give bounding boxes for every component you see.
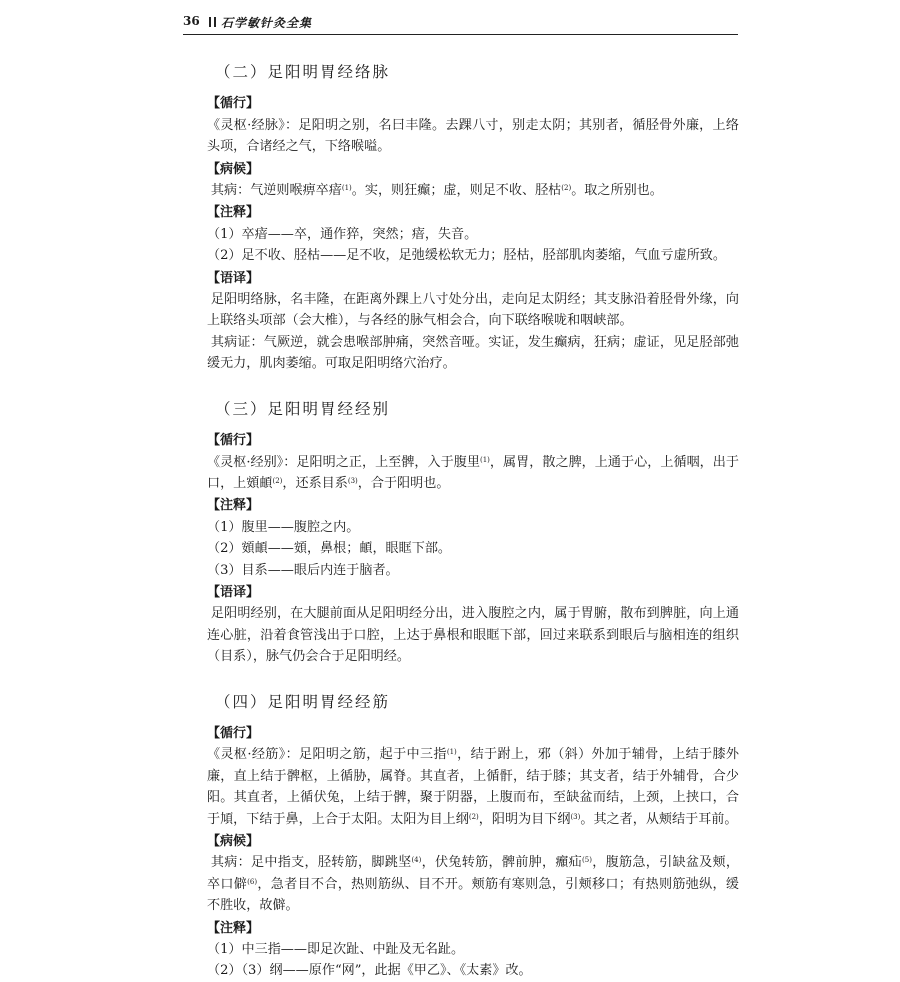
- block-label: 【语译】: [207, 584, 260, 600]
- section-title: （三）足阳明胃经经别: [215, 399, 391, 418]
- footnote-marker: (2): [272, 476, 283, 485]
- page-number: 36: [183, 14, 200, 28]
- paragraph: 《灵枢·经别》：足阳明之正，上至髀，入于腹里$^{(1)}$，属胃，散之脾，上通于心，上循咽，出于口，上頞頔$^{(2)}$，还系目系$^{(3)}$，合于阳明也。: [207, 454, 739, 491]
- paragraph: 其病：足中指支，胫转筋，脚跳坚$^{(4)}$，伏兔转筋，髀前肿，㿗疝$^{(5)}$，腹筋急，引缺盆及颊，卒口僻$^{(6)}$，急者目不合，热则筋纵、目不开。颊筋有寒则急，引颊移口；有热则筋弛纵，缓不胜收，故僻。: [207, 855, 740, 914]
- paragraph: （1）腹里——腹腔之内。: [207, 519, 360, 535]
- header-bars-ornament: [209, 17, 216, 27]
- footnote-marker: (1): [479, 455, 490, 464]
- running-header: [183, 12, 738, 35]
- paragraph: 《灵枢·经筋》：足阳明之筋，起于中三指$^{(1)}$，结于跗上，邪（斜）外加于辅骨，上结于膝外廉，直上结于髀枢，上循胁，属脊。其直者，上循骭，结于膝；其支者，结于外辅骨，合少阳。其直者，上循伏兔，上结于髀，聚于阴器，上腹而布，至缺盆而结，上颈，上挟口，合于頄，下结于鼻，上合于太阳。太阳为目上纲$^{(2)}$，阳明为目下纲$^{(3)}$。其之者，从颊结于耳前。: [207, 747, 739, 827]
- book-title: 石学敏针灸全集: [221, 16, 313, 30]
- footnote-marker: (6): [247, 877, 258, 886]
- paragraph: （1）中三指——即足次趾、中趾及无名趾。: [207, 942, 465, 958]
- block-label: 【循行】: [207, 725, 260, 741]
- footnote-marker: (5): [582, 856, 592, 865]
- paragraph: 《灵枢·经脉》：足阳明之别，名曰丰隆。去踝八寸，别走太阴；其别者，循胫骨外廉，上络头项，合诸经之气，下络喉嗌。: [207, 117, 739, 155]
- footnote-marker: (3): [347, 476, 358, 485]
- footnote-marker: (4): [411, 856, 422, 865]
- footnote-marker: (1): [341, 184, 352, 193]
- footnote-marker: (1): [446, 748, 457, 757]
- paragraph: 足阳明经别，在大腿前面从足阳明经分出，进入腹腔之内，属于胃腑，散布到脾脏，向上通连心脏，沿着食管浅出于口腔，上达于鼻根和眼眶下部，回过来联系到眼后与脑相连的组织（目系），脉气仍会合于足阳明经。: [207, 606, 739, 665]
- page-body: [207, 36, 739, 982]
- section-title: （四）足阳明胃经经筋: [215, 692, 391, 711]
- block-label: 【病候】: [207, 834, 260, 849]
- footnote-marker: (3): [570, 812, 581, 821]
- paragraph: 其病：气逆则喉痹卒瘖$^{(1)}$。实，则狂癫；虚，则足不收、胫枯$^{(2)}$。取之所别也。: [210, 183, 663, 199]
- paragraph: （2）頞頔——頞，鼻根；頔，眼眶下部。: [207, 541, 452, 557]
- paragraph: （2）足不收、胫枯——足不收，足弛缓松软无力；胫枯，胫部肌肉萎缩，气血亏虚所致。: [207, 248, 726, 264]
- paragraph: 其病证：气厥逆，就会患喉部肿痛，突然音哑。实证，发生癫病，狂病；虚证，见足胫部弛缓无力，肌肉萎缩。可取足阳明络穴治疗。: [207, 334, 739, 372]
- block-label: 【语译】: [207, 270, 260, 286]
- block-label: 【循行】: [207, 96, 260, 112]
- paragraph: （2）（3）纲——原作“网”，此据《甲乙》、《太素》改。: [207, 963, 532, 979]
- paragraph: （1）卒瘖——卒，通作猝，突然；瘖，失音。: [207, 226, 478, 242]
- footnote-marker: (2): [561, 184, 572, 193]
- block-label: 【病候】: [207, 161, 260, 177]
- section-title: （二）足阳明胃经络脉: [215, 63, 391, 81]
- block-label: 【注释】: [207, 205, 260, 221]
- block-label: 【注释】: [207, 920, 260, 936]
- paragraph: （3）目系——眼后内连于脑者。: [207, 562, 399, 578]
- block-label: 【注释】: [207, 498, 260, 514]
- block-label: 【循行】: [207, 433, 260, 449]
- paragraph: 足阳明络脉，名丰隆，在距离外踝上八寸处分出，走向足太阴经；其支脉沿着胫骨外缘，向上联络头项部（会大椎），与各经的脉气相会合，向下联络喉咙和咽峡部。: [207, 292, 739, 329]
- footnote-marker: (2): [468, 812, 479, 821]
